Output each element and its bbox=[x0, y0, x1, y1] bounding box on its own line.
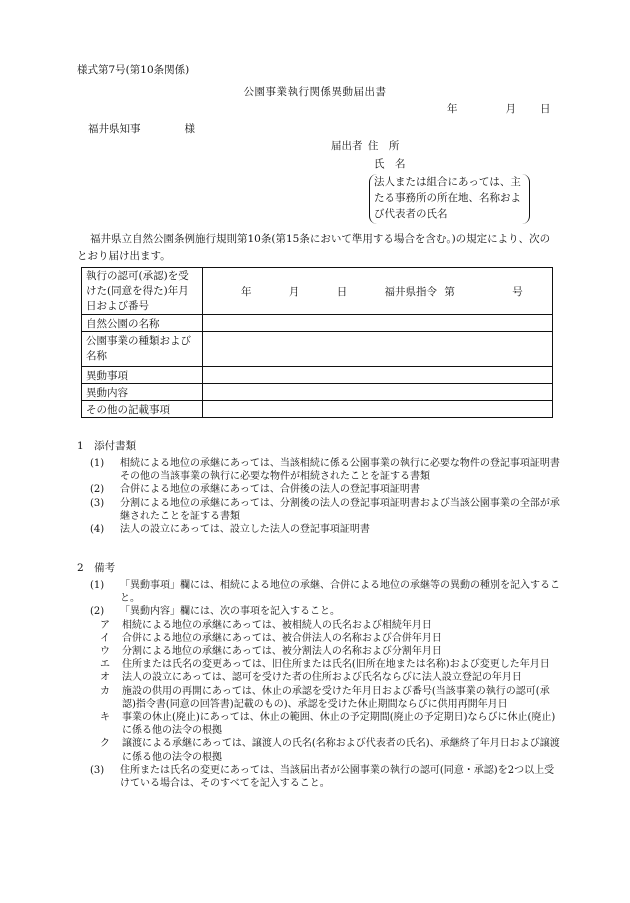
item-number: キ bbox=[100, 712, 110, 724]
item-text: 住所または氏名の変更にあっては、当該届出者が公園事業の執行の認可(同意・承認)を2つ以上受けている場合は、そのすべてを記入すること。 bbox=[120, 764, 555, 790]
list-item bbox=[90, 523, 560, 536]
notification-table bbox=[81, 267, 553, 418]
item-text: 合併による地位の承継にあっては、合併後の法人の登記事項証明書 bbox=[120, 484, 420, 496]
row-value-change-item[interactable] bbox=[203, 367, 553, 384]
row-label-approval: 執行の認可(承認)を受けた(同意を得た)年月日および番号 bbox=[82, 268, 203, 315]
section-attachments-heading: 1 添付書類 bbox=[77, 440, 137, 452]
item-number: イ bbox=[100, 632, 110, 644]
table-row bbox=[82, 315, 553, 332]
list-item bbox=[90, 685, 560, 711]
addressee bbox=[88, 121, 195, 136]
approval-directive: 福井県指令 bbox=[384, 285, 438, 298]
list-item bbox=[90, 483, 560, 496]
item-number: カ bbox=[100, 685, 110, 697]
row-value-approval bbox=[203, 268, 553, 315]
document-title: 公園事業執行関係異動届出書 bbox=[243, 86, 387, 98]
row-value-park-name[interactable] bbox=[203, 315, 553, 332]
list-item bbox=[90, 579, 560, 605]
item-text: 住所または氏名の変更あっては、旧住所または氏名(旧所在地または名称)および変更した年月日 bbox=[122, 659, 550, 671]
list-item bbox=[90, 711, 560, 737]
row-value-business-type[interactable] bbox=[203, 332, 553, 367]
table-row bbox=[82, 401, 553, 418]
attachments-list bbox=[90, 457, 560, 536]
list-item bbox=[90, 632, 560, 645]
list-item bbox=[90, 658, 560, 671]
list-item bbox=[90, 457, 560, 483]
list-item bbox=[90, 671, 560, 684]
table-row bbox=[82, 268, 553, 315]
addressee-honorific: 様 bbox=[184, 123, 195, 135]
bracket-note: 法人または組合にあっては、主たる事務所の所在地、名称および代表者の氏名 bbox=[369, 174, 530, 224]
item-number: (1) bbox=[90, 458, 105, 469]
item-text: 相続による地位の承継にあっては、当該相続に係る公園事業の執行に必要な物件の登記事項証明書その他の当該事業の執行に必要な物件が相続されたことを証する書類 bbox=[120, 458, 560, 483]
addressee-name: 福井県知事 bbox=[88, 123, 141, 135]
submitter-address bbox=[331, 138, 399, 153]
row-label-park-name: 自然公園の名称 bbox=[82, 315, 203, 332]
table-row bbox=[82, 332, 553, 367]
approval-day: 日 bbox=[336, 285, 348, 298]
list-item bbox=[90, 497, 560, 523]
row-value-other[interactable] bbox=[203, 401, 553, 418]
item-text: 分割による地位の承継にあっては、被分割法人の名称および分割年月日 bbox=[122, 646, 442, 658]
item-number: ア bbox=[100, 619, 110, 631]
intro-text: 福井県立自然公園条例施行規則第10条(第15条において準用する場合を含む。)の規定により、次のとおり届け出ます。 bbox=[77, 233, 551, 262]
approval-dai: 第 bbox=[444, 285, 455, 298]
list-item bbox=[90, 619, 560, 632]
item-text: 「異動内容」欄には、次の事項を記入すること。 bbox=[120, 606, 340, 618]
submitter-label: 届出者 bbox=[331, 140, 363, 152]
item-number: (3) bbox=[90, 497, 105, 509]
item-number: オ bbox=[100, 672, 110, 684]
form-number: 様式第7号(第10条関係) bbox=[77, 64, 190, 76]
section-remarks-heading: 2 備考 bbox=[77, 562, 116, 574]
table-row bbox=[82, 384, 553, 401]
item-number: (4) bbox=[90, 524, 105, 536]
approval-year: 年 bbox=[241, 285, 252, 298]
row-label-other: その他の記載事項 bbox=[82, 401, 203, 418]
row-value-change-content[interactable] bbox=[203, 384, 553, 401]
approval-go: 号 bbox=[512, 285, 523, 298]
row-label-change-item: 異動事項 bbox=[82, 367, 203, 384]
item-text: 相続による地位の承継にあっては、被相続人の氏名および相続年月日 bbox=[122, 619, 432, 631]
item-text: 「異動事項」欄には、相続による地位の承継、合併による地位の承継等の異動の種別を記入すること。 bbox=[120, 580, 560, 605]
row-label-business-type: 公園事業の種類および名称 bbox=[82, 332, 203, 367]
date-line bbox=[447, 101, 551, 116]
item-number: (2) bbox=[90, 484, 105, 496]
item-number: (3) bbox=[90, 764, 105, 776]
item-number: (1) bbox=[90, 580, 105, 591]
date-month: 月 bbox=[505, 103, 516, 115]
item-number: (2) bbox=[90, 606, 105, 618]
address-label: 住 所 bbox=[367, 140, 400, 152]
table-row bbox=[82, 367, 553, 384]
item-text: 法人の設立にあっては、認可を受けた者の住所および氏名ならびに法人設立登記の年月日 bbox=[122, 672, 522, 684]
item-number: エ bbox=[100, 659, 110, 671]
list-item bbox=[90, 737, 560, 763]
row-label-change-content: 異動内容 bbox=[82, 384, 203, 401]
date-year: 年 bbox=[447, 103, 458, 115]
item-text: 法人の設立にあっては、設立した法人の登記事項証明書 bbox=[120, 524, 370, 536]
item-number: ク bbox=[100, 738, 110, 750]
list-item bbox=[90, 605, 560, 618]
item-number: ウ bbox=[100, 646, 110, 658]
item-text: 合併による地位の承継にあっては、被合併法人の名称および合併年月日 bbox=[122, 632, 442, 644]
date-day: 日 bbox=[540, 103, 551, 115]
item-text: 分割による地位の承継にあっては、分割後の法人の登記事項証明書および当該公園事業の全部が承継されたことを証する書類 bbox=[120, 497, 560, 522]
remarks-list bbox=[90, 579, 560, 790]
approval-month: 月 bbox=[288, 285, 300, 298]
list-item bbox=[90, 764, 560, 790]
item-text: 事業の休止(廃止)にあっては、休止の範囲、休止の予定期間(廃止の予定期日)ならびに休止(廃止)に係る他の法令の根拠 bbox=[122, 712, 556, 737]
item-text: 譲渡による承継にあっては、譲渡人の氏名(名称および代表者の氏名)、承継終了年月日および譲渡に係る他の法令の根拠 bbox=[122, 738, 560, 763]
submitter-name: 氏 名 bbox=[374, 158, 406, 170]
list-item bbox=[90, 645, 560, 658]
item-text: 施設の供用の再開にあっては、休止の承認を受けた年月日および番号(当該事業の執行の認可(承認)指令書(同意の回答書)記載のもの)、承認を受けた休止期間ならびに供用再開年月日 bbox=[122, 685, 550, 710]
